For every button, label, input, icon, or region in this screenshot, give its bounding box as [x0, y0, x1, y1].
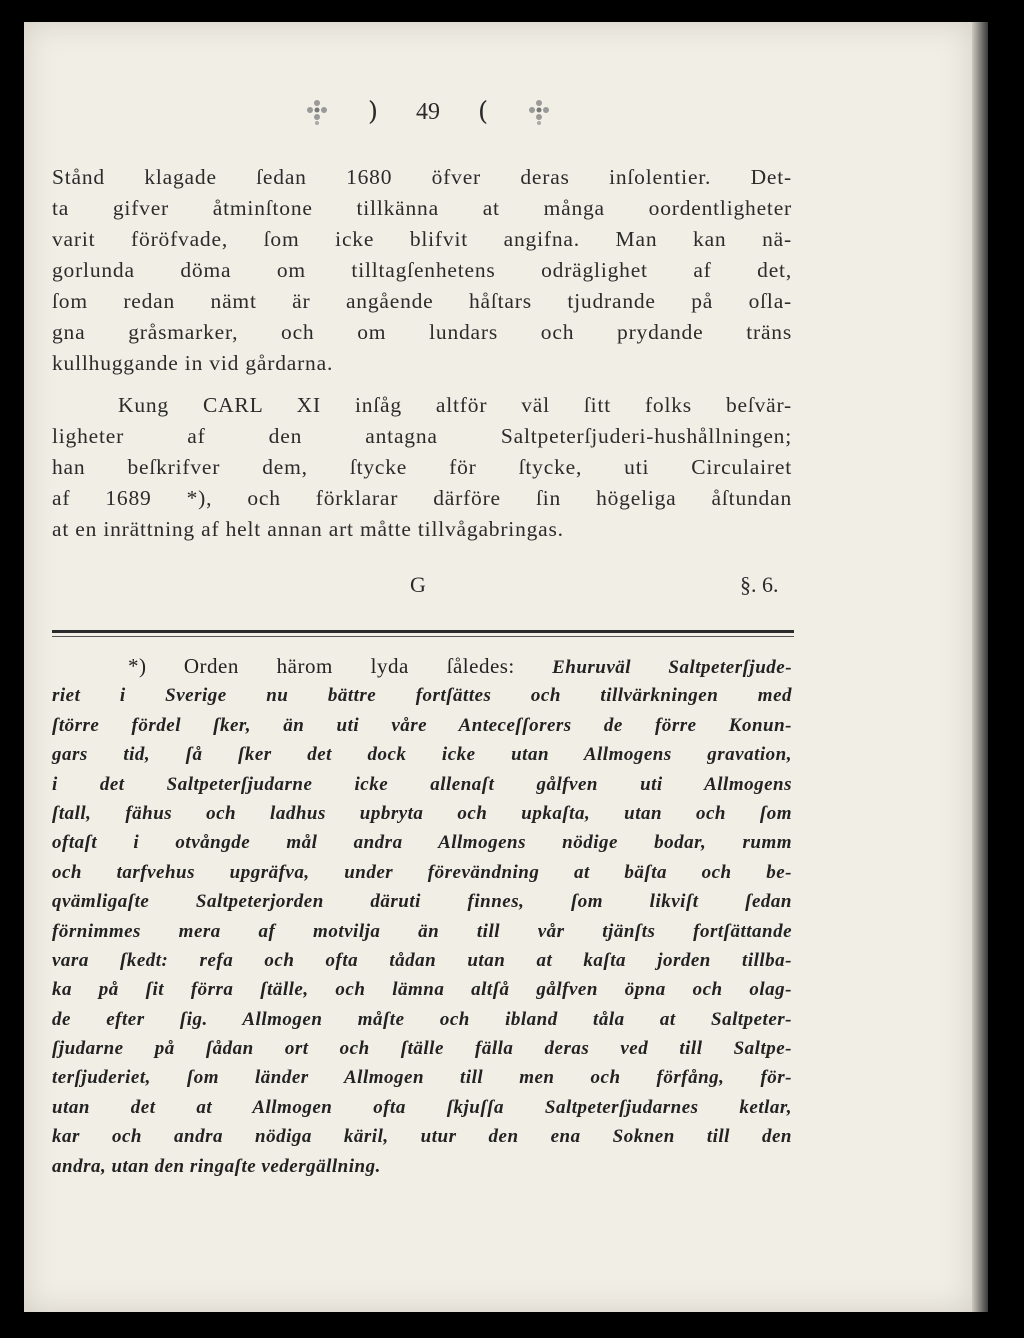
text-line: ligheter af den antagna Saltpeterſjuderi-hushållningen; — [52, 424, 792, 448]
footnote-line: ſjudarne på ſådan ort och ſtälle fälla deras ved till Saltpe- — [52, 1038, 792, 1060]
text-line: kullhuggande in vid gårdarna. — [52, 351, 334, 375]
text-line: Stånd klagade ſedan 1680 öfver deras inſolentier. Det- — [52, 165, 792, 189]
text-line: af 1689 *), och förklarar därföre ſin högeliga åſtundan — [52, 486, 792, 510]
paragraph-2 — [52, 390, 792, 545]
page-number: 49 — [416, 98, 440, 125]
footnote-line: riet i Sverige nu bättre fortſättes och tillvärkningen med — [52, 685, 792, 707]
footnote — [52, 652, 792, 1181]
footnote-line: ſtörre fördel ſker, än uti våre Anteceſſorers de förre Konun- — [52, 714, 792, 736]
footnote-intro: Orden härom lyda ſåledes: — [183, 654, 515, 678]
footnote-line: de efter ſig. Allmogen måſte och ibland tåla at Saltpeter- — [52, 1008, 792, 1030]
text-line: gorlunda döma om tilltagſenhetens odräglighet af det, — [52, 258, 792, 282]
footnote-quote-start: Ehuruväl Saltpeterſjude- — [552, 657, 793, 678]
ornament-right-icon — [526, 97, 552, 127]
footnote-marker: *) — [128, 654, 147, 678]
header-left-paren: ) — [367, 97, 378, 127]
footnote-line: ka på ſit förra ſtälle, och lämna altſå gålfven öpna och olag- — [52, 979, 792, 1001]
text-line: han beſkrifver dem, ſtycke för ſtycke, uti Circulairet — [52, 455, 792, 479]
page-edge — [972, 22, 988, 1312]
footnote-line: utan det at Allmogen ofta ſkjuſſa Saltpeterſjudarnes ketlar, — [52, 1096, 792, 1118]
text-line: gna gråsmarker, och om lundars och prydande träns — [52, 320, 792, 344]
text-line: Kung CARL XI inſåg altför väl ſitt folks beſvär- — [118, 393, 792, 417]
footnote-line: gars tid, ſå ſker det dock icke utan Allmogens gravation, — [52, 744, 792, 766]
page-header — [238, 92, 618, 132]
footnote-line: i det Saltpeterſjudarne icke allenaſt gålfven uti Allmogens — [52, 773, 792, 795]
footnote-line: ſtall, fähus och ladhus upbryta och upkaſta, utan och ſom — [52, 802, 792, 824]
paragraph-1 — [52, 162, 792, 379]
catchword-section: §. 6. — [740, 572, 779, 597]
footnote-line: qvämligaſte Saltpeterjorden däruti finnes, ſom likviſt ſedan — [52, 891, 792, 913]
text-line: ta gifver åtminſtone tillkänna at många oordentligheter — [52, 196, 792, 220]
ornament-left-icon — [304, 97, 330, 127]
footnote-line: kar och andra nödiga käril, utur den ena Soknen till den — [52, 1126, 792, 1148]
header-right-paren: ( — [478, 97, 489, 127]
footnote-line: oftaſt i otvångde mål andra Allmogens nödige bodar, rumm — [52, 832, 792, 854]
footnote-line: terſjuderiet, ſom länder Allmogen till men och förfång, för- — [52, 1067, 792, 1089]
footnote-line: vara ſkedt: refa och ofta tådan utan at kaſta jorden tillba- — [52, 949, 792, 971]
footnote-first-line — [52, 652, 792, 681]
footnote-line: förnimmes mera af motvilja än till vår tjänſts fortſättande — [52, 920, 792, 942]
signature-mark: G — [410, 572, 426, 597]
text-line: ſom redan nämt är angående håſtars tjudrande på oſla- — [52, 289, 792, 313]
footnote-line: andra, utan den ringaſte vedergällning. — [52, 1155, 381, 1177]
footnote-line: och tarfvehus upgräfva, under förevändning at bäſta och be- — [52, 861, 792, 883]
footnote-divider-thin — [52, 636, 794, 637]
footnote-divider — [52, 630, 794, 633]
text-line: varit föröfvade, ſom icke blifvit angifna. Man kan nä- — [52, 227, 792, 251]
text-line: at en inrättning af helt annan art måtte tillvågabringas. — [52, 517, 564, 541]
